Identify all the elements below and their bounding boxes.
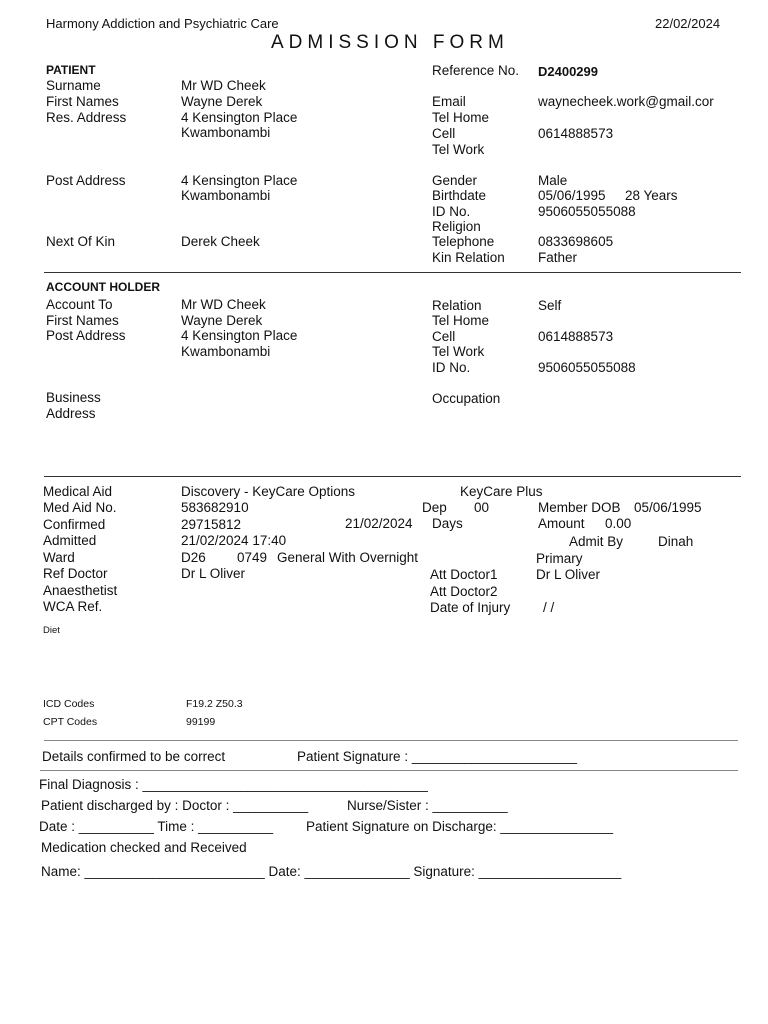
discharge-signature-field: Patient Signature on Discharge: _______________: [306, 819, 613, 834]
account-tel-work-label: Tel Work: [432, 344, 485, 359]
ward-code: 0749: [237, 550, 268, 565]
divider: [40, 770, 738, 771]
anaesthetist-label: Anaesthetist: [43, 583, 118, 598]
discharged-by-doctor-field: Patient discharged by : Doctor : __________: [41, 798, 309, 813]
relation-value: Self: [538, 298, 562, 313]
first-names-value: Wayne Derek: [181, 94, 263, 109]
discharge-date-time-field: Date : __________ Time : __________: [39, 819, 274, 834]
res-address-line1: 4 Kensington Place: [181, 110, 298, 125]
res-address-label: Res. Address: [46, 110, 127, 125]
days-label: Days: [432, 516, 463, 531]
post-address-label: Post Address: [46, 173, 126, 188]
id-label: ID No.: [432, 204, 471, 219]
details-confirmed-text: Details confirmed to be correct: [42, 749, 226, 764]
account-id-label: ID No.: [432, 360, 471, 375]
icd-codes-label: ICD Codes: [43, 698, 95, 710]
telephone-value: 0833698605: [538, 234, 614, 249]
occupation-label: Occupation: [432, 391, 501, 406]
gender-value: Male: [538, 173, 568, 188]
birthdate-value: 05/06/1995: [538, 188, 606, 203]
account-cell-label: Cell: [432, 329, 456, 344]
cell-label: Cell: [432, 126, 456, 141]
account-id-value: 9506055055088: [538, 360, 636, 375]
header-date: 22/02/2024: [655, 16, 721, 31]
admit-by-label: Admit By: [569, 534, 624, 549]
religion-label: Religion: [432, 219, 481, 234]
medication-checked-text: Medication checked and Received: [41, 840, 247, 855]
att-doctor1-label: Att Doctor1: [430, 567, 498, 582]
member-dob-label: Member DOB: [538, 500, 621, 515]
amount-label: Amount: [538, 516, 585, 531]
next-of-kin-label: Next Of Kin: [46, 234, 116, 249]
clinic-name: Harmony Addiction and Psychiatric Care: [46, 16, 279, 31]
surname-label: Surname: [46, 78, 101, 93]
patient-heading: PATIENT: [46, 63, 96, 77]
tel-work-label: Tel Work: [432, 142, 485, 157]
post-address-line2: Kwambonambi: [181, 188, 271, 203]
kin-relation-label: Kin Relation: [432, 250, 505, 265]
account-post-address-label: Post Address: [46, 328, 126, 343]
id-value: 9506055055088: [538, 204, 636, 219]
med-aid-no-label: Med Aid No.: [43, 500, 117, 515]
email-label: Email: [432, 94, 466, 109]
gender-label: Gender: [432, 173, 478, 188]
first-names-label: First Names: [46, 94, 119, 109]
divider: [44, 272, 741, 273]
confirmed-date: 21/02/2024: [345, 516, 413, 531]
ref-doctor-label: Ref Doctor: [43, 566, 108, 581]
relation-label: Relation: [432, 298, 482, 313]
post-address-line1: 4 Kensington Place: [181, 173, 298, 188]
wca-ref-label: WCA Ref.: [43, 599, 103, 614]
medical-aid-value: Discovery - KeyCare Options: [181, 484, 356, 499]
account-heading: ACCOUNT HOLDER: [46, 280, 160, 294]
patient-signature-field: Patient Signature : ______________________: [297, 749, 577, 764]
med-aid-no-value: 583682910: [181, 500, 249, 515]
confirmed-value: 29715812: [181, 517, 242, 532]
account-post-address-line1: 4 Kensington Place: [181, 328, 298, 343]
account-tel-home-label: Tel Home: [432, 313, 490, 328]
divider: [44, 740, 738, 741]
reference-value: D2400299: [538, 64, 598, 79]
icd-codes-value: F19.2 Z50.3: [186, 698, 243, 710]
confirmed-label: Confirmed: [43, 517, 106, 532]
date-of-injury-value: / /: [543, 600, 555, 615]
att-doctor1-value: Dr L Oliver: [536, 567, 601, 582]
plan-value: KeyCare Plus: [460, 484, 543, 499]
business-label: Business: [46, 390, 101, 405]
amount-value: 0.00: [605, 516, 632, 531]
form-title: ADMISSION FORM: [271, 32, 509, 53]
att-doctor2-label: Att Doctor2: [430, 584, 498, 599]
cell-value: 0614888573: [538, 126, 614, 141]
admit-by-value: Dinah: [658, 534, 694, 549]
diet-label: Diet: [43, 625, 60, 636]
business-address-label: Address: [46, 406, 96, 421]
medical-aid-label: Medical Aid: [43, 484, 113, 499]
dep-label: Dep: [422, 500, 447, 515]
cpt-codes-label: CPT Codes: [43, 716, 98, 728]
res-address-line2: Kwambonambi: [181, 125, 271, 140]
tel-home-label: Tel Home: [432, 110, 490, 125]
account-to-value: Mr WD Cheek: [181, 297, 266, 312]
divider: [44, 476, 741, 477]
dep-value: 00: [474, 500, 490, 515]
account-first-names-label: First Names: [46, 313, 119, 328]
reference-label: Reference No.: [432, 63, 520, 78]
ward-label: Ward: [43, 550, 75, 565]
age-value: 28 Years: [625, 188, 678, 203]
admitted-label: Admitted: [43, 533, 97, 548]
account-to-label: Account To: [46, 297, 113, 312]
ward-description: General With Overnight: [277, 550, 419, 565]
ward-value: D26: [181, 550, 206, 565]
account-first-names-value: Wayne Derek: [181, 313, 263, 328]
account-post-address-line2: Kwambonambi: [181, 344, 271, 359]
next-of-kin-value: Derek Cheek: [181, 234, 260, 249]
nurse-sister-field: Nurse/Sister : __________: [347, 798, 508, 813]
ref-doctor-value: Dr L Oliver: [181, 566, 246, 581]
account-cell-value: 0614888573: [538, 329, 614, 344]
telephone-label: Telephone: [432, 234, 495, 249]
cpt-codes-value: 99199: [186, 716, 216, 728]
primary-label: Primary: [536, 551, 583, 566]
birthdate-label: Birthdate: [432, 188, 487, 203]
date-of-injury-label: Date of Injury: [430, 600, 511, 615]
email-value: waynecheek.work@gmail.cor: [538, 94, 714, 109]
final-diagnosis-field: Final Diagnosis : ______________________________________: [39, 777, 428, 792]
medication-name-date-signature-line: Name: ________________________ Date: ______________ Signature: ___________________: [41, 864, 622, 879]
surname-value: Mr WD Cheek: [181, 78, 266, 93]
member-dob-value: 05/06/1995: [634, 500, 702, 515]
admitted-value: 21/02/2024 17:40: [181, 533, 287, 548]
kin-relation-value: Father: [538, 250, 578, 265]
